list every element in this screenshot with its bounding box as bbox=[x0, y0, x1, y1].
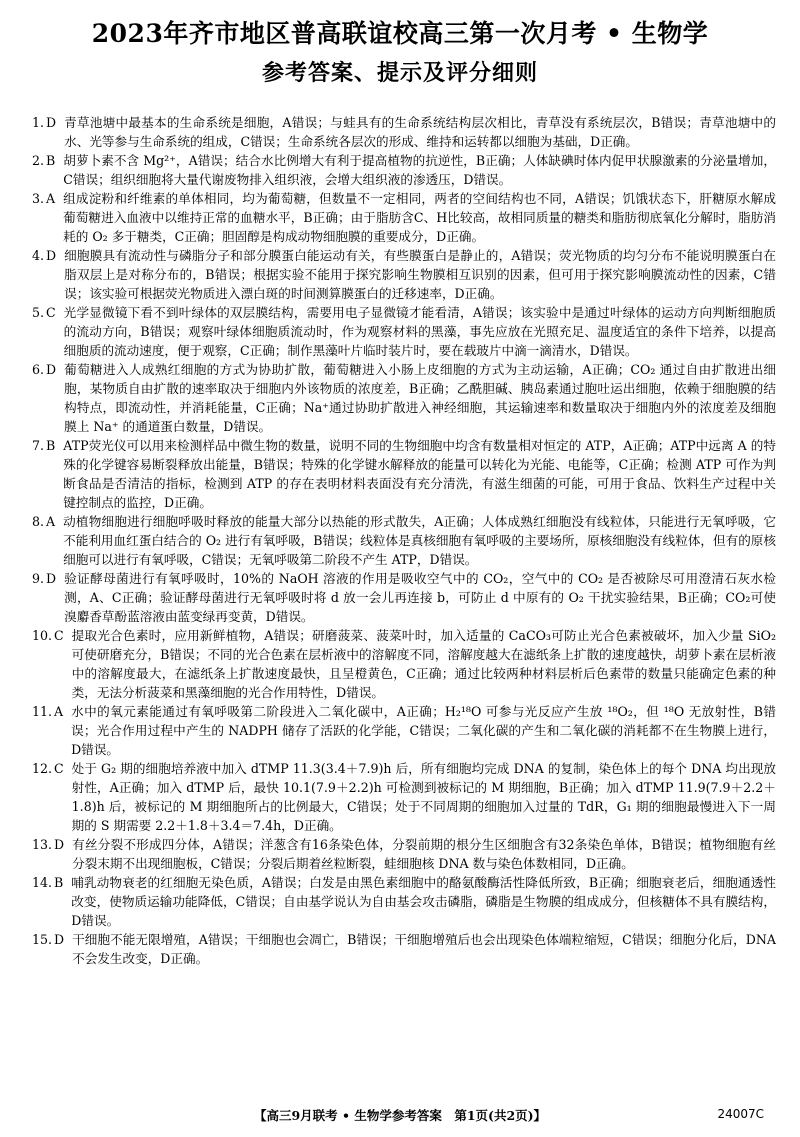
item-explanation: 细胞膜具有流动性与磷脂分子和部分膜蛋白能运动有关，有些膜蛋白是静止的，A错误；荧光物质的均匀分布不能说明膜蛋白在脂双层上是对称分布的，B错误；根据实验不能用于探究影响生物膜相互识别的因素，但可用于探究影响膜流动性的因素，C错误；该实验可根据荧光物质进入漂白斑的时间测算膜蛋白的迁移速率，D正确。 bbox=[64, 248, 776, 301]
item-answer: D bbox=[54, 837, 65, 852]
item-answer: B bbox=[54, 875, 64, 890]
item-answer: B bbox=[46, 438, 56, 453]
item-explanation: 有丝分裂不形成四分体，A错误；洋葱含有16条染色体，分裂前期的根分生区细胞含有32条染色单体，B错误；植物细胞有丝分裂末期不出现细胞板，C错误；分裂后期着丝粒断裂，蛙细胞核 DNA 数与染色体数相同，D正确。 bbox=[72, 837, 776, 871]
footer-code: 24007C bbox=[717, 1107, 764, 1121]
answer-item bbox=[32, 512, 776, 569]
answer-item bbox=[32, 930, 776, 968]
item-answer: C bbox=[46, 305, 56, 320]
answer-item bbox=[32, 569, 776, 626]
item-number: 15. bbox=[32, 932, 53, 947]
item-answer: A bbox=[54, 704, 64, 719]
answer-item bbox=[32, 626, 776, 702]
item-answer: A bbox=[46, 514, 56, 529]
item-number: 14. bbox=[32, 875, 53, 890]
item-number: 10. bbox=[32, 628, 53, 643]
answer-item bbox=[32, 835, 776, 873]
item-answer: D bbox=[46, 115, 57, 130]
item-explanation: 验证酵母菌进行有氧呼吸时，10%的 NaOH 溶液的作用是吸收空气中的 CO₂，空气中的 CO₂ 是否被除尽可用澄清石灰水检测，A、C正确；验证酵母菌进行无氧呼吸时将 d 放一会儿再连接 b，可防止 d 中原有的 O₂ 干扰实验结果，B正确；CO₂可使溴麝香草酚蓝溶液由蓝变绿再变黄，D错误。 bbox=[64, 571, 776, 624]
item-answer: D bbox=[46, 362, 57, 377]
item-number: 5. bbox=[32, 305, 45, 320]
answer-item bbox=[32, 246, 776, 303]
item-number: 13. bbox=[32, 837, 53, 852]
answer-item bbox=[32, 151, 776, 189]
item-number: 9. bbox=[32, 571, 45, 586]
item-number: 3. bbox=[32, 191, 45, 206]
answer-list bbox=[32, 113, 776, 968]
item-explanation: 水中的氧元素能通过有氧呼吸第二阶段进入二氧化碳中，A正确；H₂¹⁸O 可参与光反应产生放 ¹⁸O₂，但 ¹⁸O 无放射性，B错误；光合作用过程中产生的 NADPH 储存了活跃的化学能，C错误；二氧化碳的产生和二氧化碳的消耗都不在生物膜上进行，D错误。 bbox=[71, 704, 776, 757]
item-explanation: 组成淀粉和纤维素的单体相同，均为葡萄糖，但数量不一定相同，两者的空间结构也不同，A错误；饥饿状态下，肝糖原水解成葡萄糖进入血液中以维持正常的血糖水平，B正确；由于脂肪含C、H比较高，故相同质量的糖类和脂肪彻底氧化分解时，脂肪消耗的 O₂ 多于糖类，C正确；胆固醇是构成动物细胞膜的重要成分，D正确。 bbox=[63, 191, 776, 244]
item-explanation: 干细胞不能无限增殖，A错误；干细胞也会凋亡，B错误；干细胞增殖后也会出现染色体端粒缩短，C错误；细胞分化后，DNA 不会发生改变，D正确。 bbox=[72, 932, 776, 966]
item-number: 7. bbox=[32, 438, 45, 453]
item-number: 8. bbox=[32, 514, 45, 529]
item-answer: D bbox=[54, 932, 65, 947]
answer-item bbox=[32, 113, 776, 151]
item-explanation: 葡萄糖进入人成熟红细胞的方式为协助扩散，葡萄糖进入小肠上皮细胞的方式为主动运输，A正确；CO₂ 通过自由扩散进出细胞，某物质自由扩散的速率取决于细胞内外该物质的浓度差，B正确；乙酰胆碱、胰岛素通过胞吐运出细胞，依赖于细胞膜的结构特点，即流动性，并消耗能量，C正确；Na⁺通过协助扩散进入神经细胞，其运输速率和数量取决于细胞内外的浓度差及细胞膜上 Na⁺ 的通道蛋白数量，D错误。 bbox=[64, 362, 776, 434]
item-explanation: 提取光合色素时，应用新鲜植物，A错误；研磨菠菜、菠菜叶时，加入适量的 CaCO₃可防止光合色素被破坏，加入少量 SiO₂ 可使研磨充分，B错误；不同的光合色素在层析液中的溶解度不同，溶解度越大在滤纸条上扩散的速度越快，胡萝卜素在层析液中的溶解度最大，在滤纸条上扩散速度最快，且呈橙黄色，C正确；通过比较两种材料层析后色素带的数量只能确定色素的种类，无法分析菠菜和黑藻细胞的光合作用特性，D错误。 bbox=[71, 628, 776, 700]
answer-item bbox=[32, 189, 776, 246]
item-number: 2. bbox=[32, 153, 45, 168]
item-answer: D bbox=[46, 571, 57, 586]
item-answer: B bbox=[46, 153, 56, 168]
answer-item bbox=[32, 702, 776, 759]
item-answer: A bbox=[46, 191, 56, 206]
item-number: 4. bbox=[32, 248, 45, 263]
page-subtitle: 参考答案、提示及评分细则 bbox=[261, 60, 538, 86]
answer-item bbox=[32, 436, 776, 512]
item-number: 12. bbox=[32, 761, 53, 776]
answer-item bbox=[32, 303, 776, 360]
page-title: 2023年齐市地区普高联谊校高三第一次月考 • 生物学 bbox=[91, 19, 709, 48]
answer-item bbox=[32, 873, 776, 930]
item-number: 11. bbox=[32, 704, 53, 719]
footer-page-info: 【高三9月联考 • 生物学参考答案 第1页(共2页)】 bbox=[253, 1108, 547, 1123]
item-explanation: 光学显微镜下看不到叶绿体的双层膜结构，需要用电子显微镜才能看清，A错误；该实验中是通过叶绿体的运动方向判断细胞质的流动方向，B错误；观察叶绿体细胞质流动时，作为观察材料的黑藻，事先应放在光照充足、温度适宜的条件下培养，以提高细胞质的流动速度，便于观察，C正确；制作黑藻叶片临时装片时，要在载玻片中滴一滴清水，D错误。 bbox=[63, 305, 776, 358]
answer-item bbox=[32, 360, 776, 436]
item-answer: D bbox=[46, 248, 57, 263]
item-explanation: 处于 G₂ 期的细胞培养液中加入 dTMP 11.3(3.4＋7.9)h 后，所有细胞均完成 DNA 的复制，染色体上的每个 DNA 均出现放射性，A正确；加入 dTMP 后，最快 10.1(7.9＋2.2)h 可检测到被标记的 M 期细胞，B正确；加入 dTMP 11.9(7.9＋2.2＋1.8)h 后，被标记的 M 期细胞所占的比例最大，C错误；处于不同周期的细胞加入过量的 TdR，G₁ 期的细胞最慢进入下一周期的 S 期需要 2.2＋1.8＋3.4＝7.4h，D正确。 bbox=[71, 761, 776, 833]
item-explanation: 动植物细胞进行细胞呼吸时释放的能量大部分以热能的形式散失，A正确；人体成熟红细胞没有线粒体，只能进行无氧呼吸，它不能利用血红蛋白结合的 O₂ 进行有氧呼吸，B错误；线粒体是真核细胞有氧呼吸的主要场所，原核细胞没有线粒体，但有的原核细胞可以进行有氧呼吸，C错误；无氧呼吸第二阶段不产生 ATP，D错误。 bbox=[63, 514, 776, 567]
item-number: 1. bbox=[32, 115, 45, 130]
item-explanation: 哺乳动物衰老的红细胞无染色质，A错误；白发是由黑色素细胞中的酪氨酸酶活性降低所致，B正确；细胞衰老后，细胞通透性改变，使物质运输功能降低，C错误；自由基学说认为自由基会攻击磷脂，磷脂是生物膜的组成成分，但核糖体不具有膜结构，D错误。 bbox=[71, 875, 776, 928]
item-answer: C bbox=[54, 761, 64, 776]
item-number: 6. bbox=[32, 362, 45, 377]
item-explanation: ATP荧光仪可以用来检测样品中微生物的数量，说明不同的生物细胞中均含有数量相对恒定的 ATP，A正确；ATP中远离 A 的特殊的化学键容易断裂释放出能量，B错误；特殊的化学键水解释放的能量可以转化为光能、电能等，C正确；检测 ATP 可作为判断食品是否清洁的指标，检测到 ATP 的存在表明材料表面没有充分清洗，有滋生细菌的可能，可用于食品、饮料生产过程中关键控制点的监控，D正确。 bbox=[63, 438, 776, 510]
item-explanation: 青草池塘中最基本的生命系统是细胞，A错误；与蛙具有的生命系统结构层次相比，青草没有系统层次，B错误；青草池塘中的水、光等参与生命系统的组成，C错误；生命系统各层次的形成、维持和运转都以细胞为基础，D正确。 bbox=[64, 115, 776, 149]
item-answer: C bbox=[54, 628, 64, 643]
item-explanation: 胡萝卜素不含 Mg²⁺，A错误；结合水比例增大有利于提高植物的抗逆性，B正确；人体缺碘时体内促甲状腺激素的分泌量增加，C错误；组织细胞将大量代谢废物排入组织液，会增大组织液的渗透压，D错误。 bbox=[63, 153, 776, 187]
answer-item bbox=[32, 759, 776, 835]
